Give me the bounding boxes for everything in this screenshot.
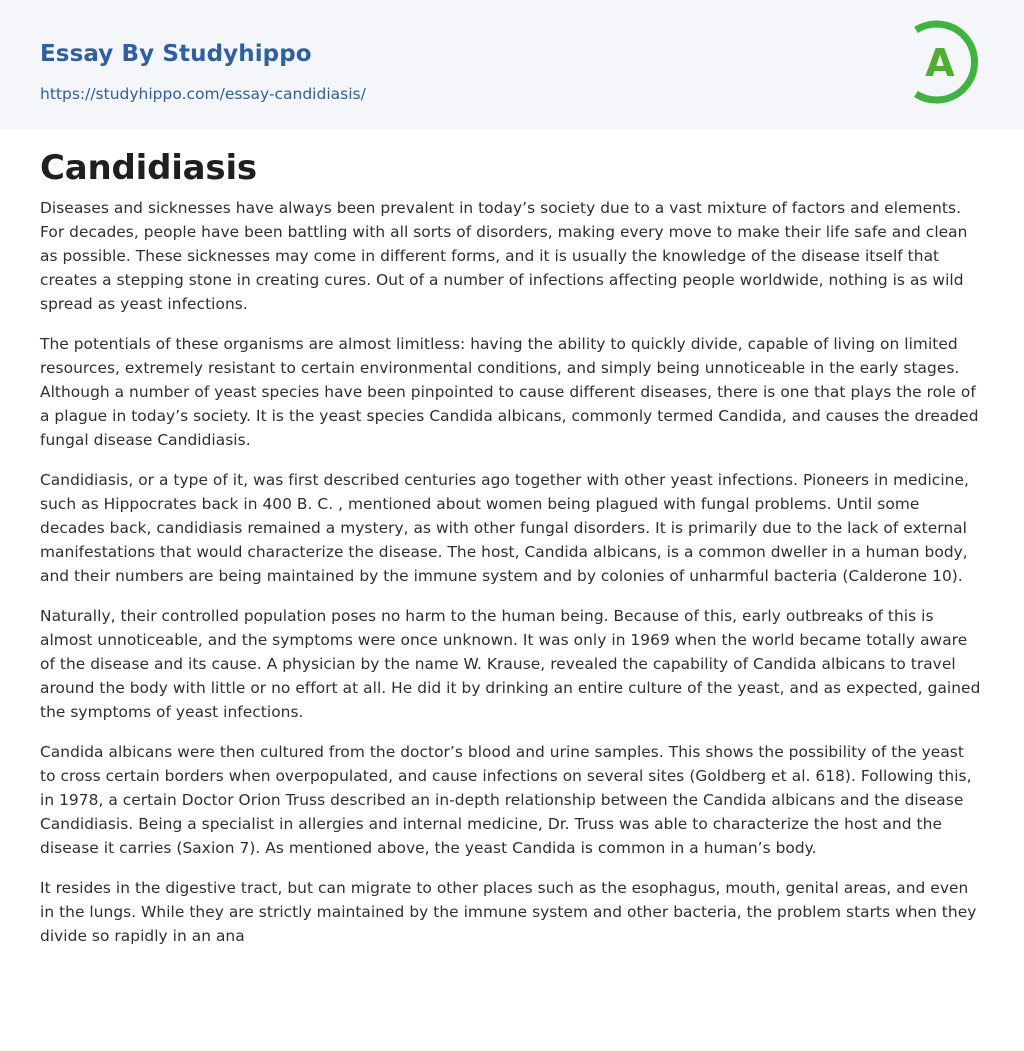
- article-paragraph-3: Candidiasis, or a type of it, was first described centuries ago together with other yeast infections. Pioneers in medicine, such as Hippocrates back in 400 B. C. , mentioned about women being plagued with fungal problems. Until some decades back, candidiasis remained a mystery, as with other fungal disorders. It is primarily due to the lack of external manifestations that would characterize the disease. The host, Candida albicans, is a common dweller in a human body, and their numbers are being maintained by the immune system and by colonies of unharmful bacteria (Calderone 10).: [40, 471, 969, 585]
- article-title: Candidiasis: [40, 148, 257, 188]
- logo-letter: A: [925, 41, 955, 85]
- brand-title[interactable]: Essay By Studyhippo: [40, 41, 312, 67]
- article-paragraph-5: Candida albicans were then cultured from the doctor’s blood and urine samples. This shows the possibility of the yeast to cross certain borders when overpopulated, and cause infections on several sites (Goldberg et al. 618). Following this, in 1978, a certain Doctor Orion Truss described an in-depth relationship between the Candida albicans and the disease Candidiasis. Being a specialist in allergies and internal medicine, Dr. Truss was able to characterize the host and the disease it carries (Saxion 7). As mentioned above, the yeast Candida is common in a human’s body.: [40, 743, 972, 857]
- site-header: [0, 0, 1024, 129]
- article-body: [40, 146, 984, 964]
- studyhippo-logo-icon[interactable]: [908, 18, 988, 106]
- article-paragraph-1: Diseases and sicknesses have always been prevalent in today’s society due to a vast mixture of factors and elements. For decades, people have been battling with all sorts of disorders, making every move to make their life safe and clean as possible. These sicknesses may come in different forms, and it is usually the knowledge of the disease itself that creates a stepping stone in creating cures. Out of a number of infections affecting people worldwide, nothing is as wild spread as yeast infections.: [40, 199, 968, 313]
- essay-url-link[interactable]: https://studyhippo.com/essay-candidiasis/: [40, 85, 366, 103]
- article-paragraph-2: The potentials of these organisms are almost limitless: having the ability to quickly divide, capable of living on limited resources, extremely resistant to certain environmental conditions, and simply being unnoticeable in the early stages. Although a number of yeast species have been pinpointed to cause different diseases, there is one that plays the role of a plague in today’s society. It is the yeast species Candida albicans, commonly termed Candida, and causes the dreaded fungal disease Candidiasis.: [40, 335, 979, 449]
- article-paragraph-6: It resides in the digestive tract, but can migrate to other places such as the esophagus, mouth, genital areas, and even in the lungs. While they are strictly maintained by the immune system and other bacteria, the problem starts when they divide so rapidly in an ana: [40, 879, 977, 945]
- article-paragraph-4: Naturally, their controlled population poses no harm to the human being. Because of this, early outbreaks of this is almost unnoticeable, and the symptoms were once unknown. It was only in 1969 when the world became totally aware of the disease and its cause. A physician by the name W. Krause, revealed the capability of Candida albicans to travel around the body with little or no effort at all. He did it by drinking an entire culture of the yeast, and as expected, gained the symptoms of yeast infections.: [40, 607, 981, 721]
